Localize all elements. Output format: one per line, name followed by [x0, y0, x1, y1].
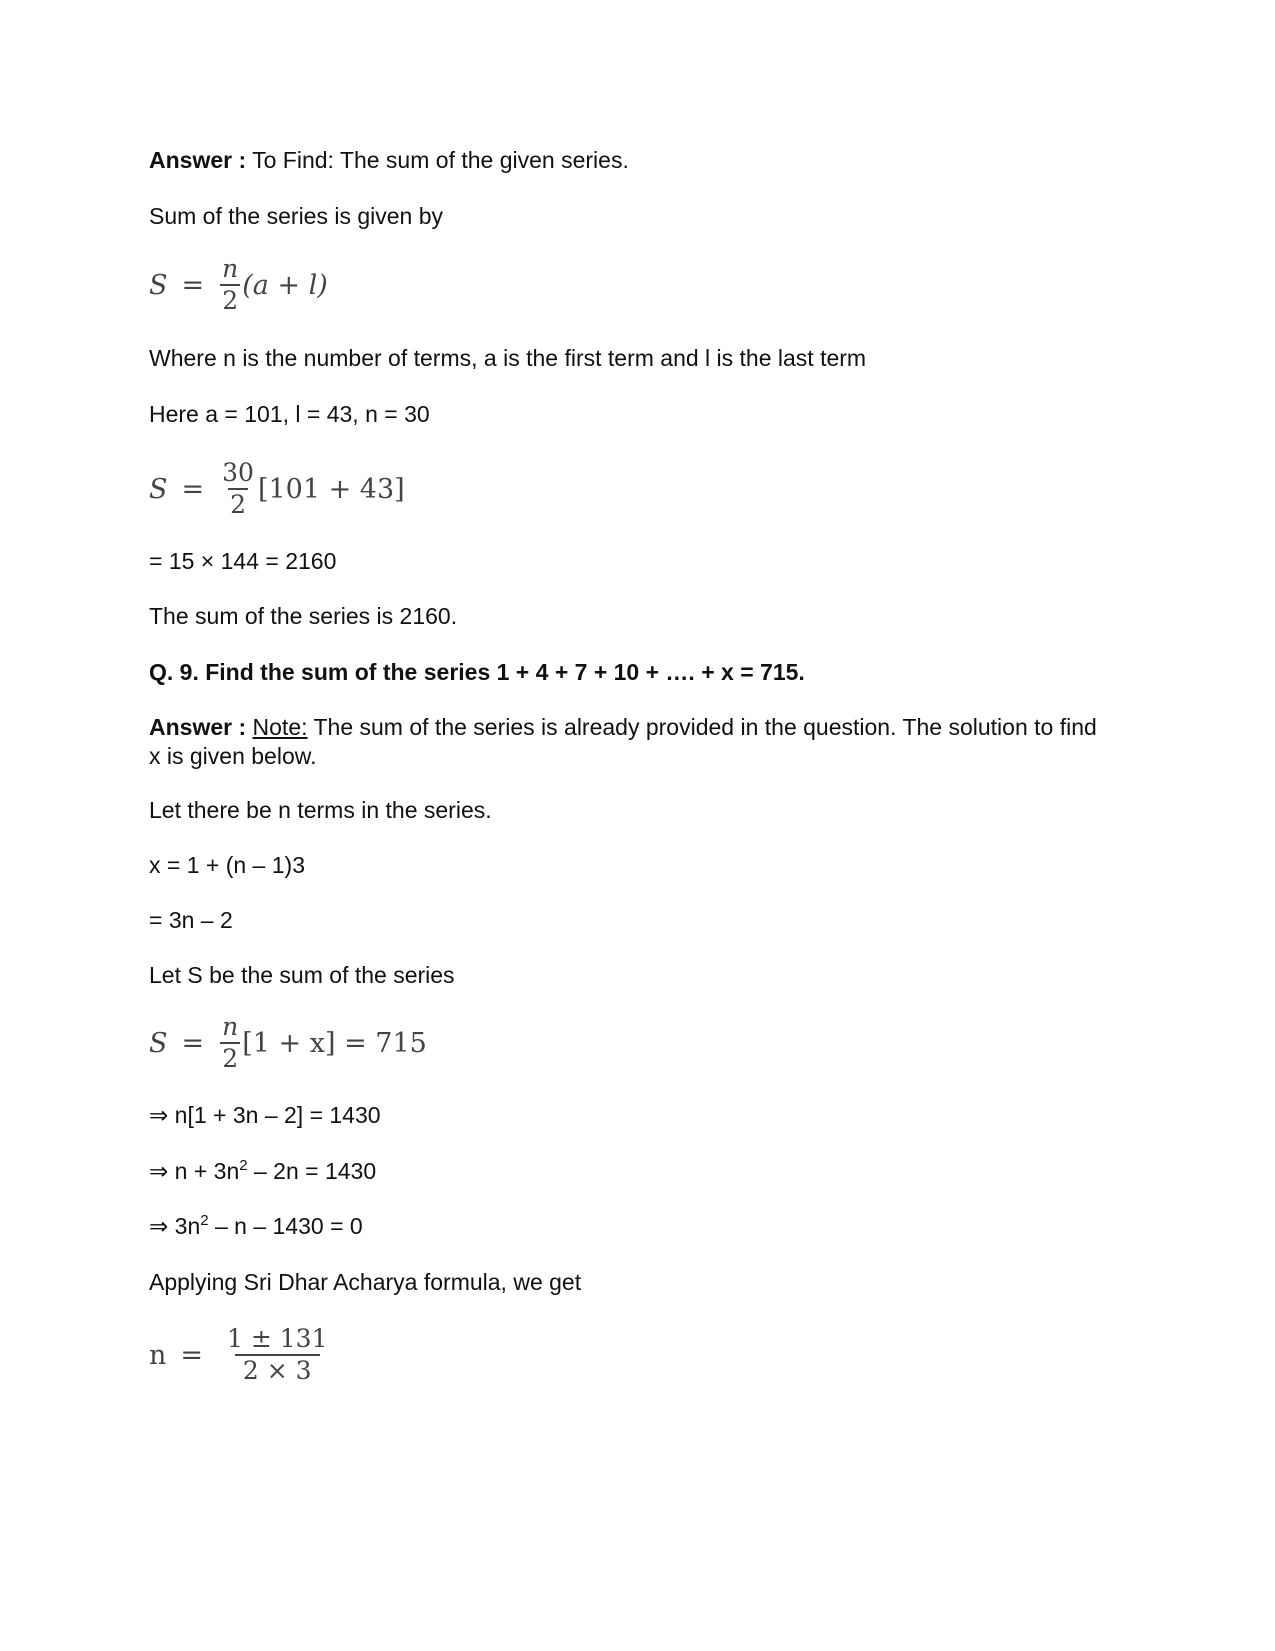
fraction-denominator: 2	[230, 490, 246, 519]
text-line: x = 1 + (n – 1)3	[149, 852, 305, 878]
eq-sign: =	[181, 1027, 205, 1059]
text-line: Sum of the series is given by	[149, 203, 444, 229]
eq-rest: (a + l)	[242, 269, 328, 301]
fraction	[220, 1012, 240, 1074]
answer-2	[149, 713, 1109, 771]
fraction-numerator: n	[222, 254, 239, 283]
text-line: Where n is the number of terms, a is the first term and l is the last term	[149, 345, 867, 371]
eq-rest: [1 + x] = 715	[242, 1027, 427, 1059]
answer-text: To Find: The sum of the given series.	[252, 147, 629, 173]
eq-lhs: S	[149, 473, 168, 505]
answer-text: The sum of the series is already provided in the question. The solution to find x is given below.	[149, 714, 1097, 769]
text-line: = 3n – 2	[149, 907, 233, 933]
eq-lhs: S	[149, 269, 168, 301]
fraction-denominator: 2 × 3	[235, 1354, 320, 1386]
text-line: = 15 × 144 = 2160	[149, 548, 337, 574]
eq-sign: =	[180, 1339, 204, 1371]
eq-rest: [101 + 43]	[257, 473, 405, 505]
superscript: 2	[200, 1212, 209, 1229]
text-part: – n – 1430 = 0	[208, 1213, 363, 1239]
fraction-denominator: 2	[222, 1044, 239, 1073]
fraction-numerator: n	[222, 1012, 239, 1041]
text-line: Here a = 101, l = 43, n = 30	[149, 401, 430, 427]
text-line: The sum of the series is 2160.	[149, 603, 458, 629]
question-9: Q. 9. Find the sum of the series 1 + 4 + 7 + 10 + …. + x = 715.	[149, 659, 805, 685]
text-part: ⇒ n + 3n	[149, 1158, 240, 1184]
fraction-numerator: 30	[222, 458, 254, 487]
eq-lhs: S	[149, 1027, 168, 1059]
equation-sum-715	[149, 1012, 427, 1074]
superscript: 2	[239, 1157, 248, 1174]
eq-lhs: n	[149, 1339, 167, 1371]
answer-label: Answer :	[149, 147, 247, 173]
text-line: ⇒ n[1 + 3n – 2] = 1430	[149, 1102, 381, 1128]
equation-sum-formula	[149, 254, 328, 316]
text-line: Let S be the sum of the series	[149, 962, 455, 988]
answer-line-1	[149, 146, 629, 175]
text-line	[149, 1212, 363, 1241]
fraction	[220, 254, 240, 316]
equation-substitution	[149, 458, 405, 520]
note-label: Note:	[252, 714, 308, 740]
text-line: Applying Sri Dhar Acharya formula, we get	[149, 1269, 582, 1295]
fraction	[220, 458, 256, 520]
text-part: – 2n = 1430	[247, 1158, 377, 1184]
answer-label: Answer :	[149, 714, 247, 740]
eq-sign: =	[181, 473, 205, 505]
eq-sign: =	[181, 269, 205, 301]
fraction	[219, 1324, 335, 1386]
equation-quadratic-root	[149, 1324, 337, 1386]
fraction-numerator: 1 ± 131	[227, 1324, 328, 1353]
text-part: ⇒ 3n	[149, 1213, 201, 1239]
text-line	[149, 1157, 376, 1186]
fraction-denominator: 2	[222, 286, 239, 315]
text-line: Let there be n terms in the series.	[149, 797, 492, 823]
